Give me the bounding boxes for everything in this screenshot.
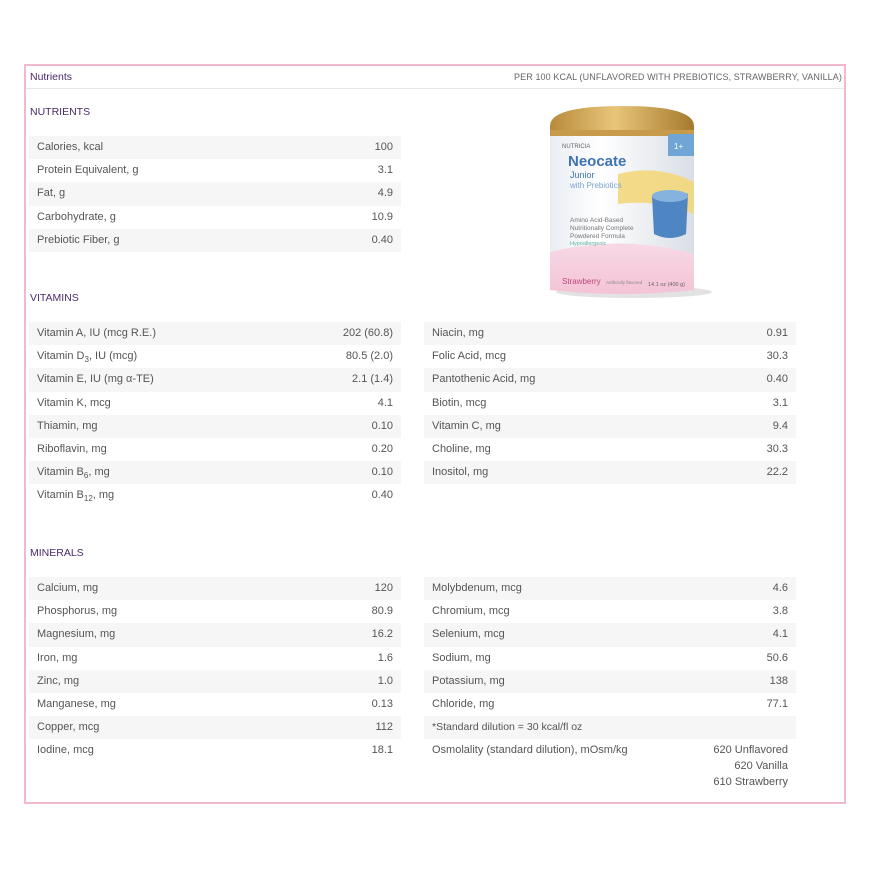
row-value: 0.40 [766,373,788,386]
table-row [29,392,401,415]
row-label: Calories, kcal [37,141,104,153]
row-label-text: , mg [88,466,110,479]
header-title: Nutrients [30,71,73,83]
row-label [37,484,114,507]
table-row [29,206,401,229]
table-row [29,670,401,693]
table-row [29,415,401,438]
table-row [29,484,401,507]
table-row [29,461,401,484]
row-value: 0.20 [371,442,393,455]
row-value: 50.6 [766,651,788,664]
can-weight: 14.1 oz (400 g) [648,282,685,288]
osmolality-value: 620 Vanilla [734,760,788,773]
table-row [29,438,401,461]
row-value: 18.1 [371,744,393,757]
row-value: 0.10 [371,419,393,432]
row-label: Thiamin, mg [37,419,98,432]
row-label-subscript: 12 [83,494,93,504]
row-label: Selenium, mcg [432,628,505,641]
table-row [29,716,401,739]
row-label: Osmolality (standard dilution), mOsm/kg [432,744,628,757]
row-label: Sodium, mg [432,651,491,664]
row-value: 10.9 [371,210,393,223]
row-value: 9.4 [772,419,788,432]
row-label: Magnesium, mg [37,628,116,641]
table-row [29,600,401,623]
row-label: Zinc, mg [37,674,80,687]
row-label-text: Vitamin B [37,466,84,479]
table-row [424,647,796,670]
row-label: Copper, mcg [37,721,100,734]
row-label: Riboflavin, mg [37,442,107,455]
row-value: 4.1 [377,396,393,409]
row-label: Phosphorus, mg [37,605,118,618]
row-value: 22.2 [766,466,788,479]
can-brand: NUTRICIA [562,144,591,150]
row-label: Vitamin C, mg [432,419,501,432]
table-row [29,182,401,205]
row-value: 1.6 [377,651,393,664]
can-age: 1+ [674,142,684,151]
row-label: Protein Equivalent, g [37,164,139,177]
table-row [424,392,796,415]
row-label: Carbohydrate, g [37,210,116,223]
row-value: 30.3 [766,350,788,363]
row-value: 4.6 [772,582,788,594]
row-label: Prebiotic Fiber, g [37,233,120,246]
can-desc-3: Powdered Formula [570,233,625,240]
row-value [713,739,788,790]
row-label: Folic Acid, mcg [432,350,506,363]
osmolality-row [424,739,796,791]
minerals-table-left [29,577,401,763]
table-row [424,438,796,461]
row-value: 4.9 [377,187,393,200]
row-value: 112 [375,721,393,734]
row-label: Manganese, mg [37,697,116,710]
row-value: 0.13 [371,697,393,710]
nutrients-table [29,136,401,252]
table-row [29,739,401,762]
row-value: 0.40 [371,489,393,502]
minerals-table-right [424,577,796,791]
dilution-note-text: *Standard dilution = 30 kcal/fl oz [432,721,583,734]
row-label: Vitamin E, IU (mg α-TE) [37,373,154,386]
table-row [424,322,796,345]
table-row [29,136,401,159]
row-label [37,345,137,368]
table-row [29,229,401,252]
section-title-nutrients: NUTRIENTS [30,106,91,118]
row-value: 0.10 [371,466,393,479]
header-basis: PER 100 KCAL (UNFLAVORED WITH PREBIOTICS, STRAWBERRY, VANILLA) [514,72,842,82]
dilution-note [424,716,796,739]
row-value: 77.1 [766,697,788,710]
can-flavor: Strawberry [562,277,601,286]
table-row [424,623,796,646]
table-row [29,345,401,368]
vitamins-table-left [29,322,401,508]
section-title-vitamins: VITAMINS [30,292,79,304]
row-value: 80.5 (2.0) [345,350,393,363]
row-label: Chromium, mcg [432,605,510,618]
row-label-subscript: 3 [84,355,89,365]
table-row [424,670,796,693]
section-title-minerals: MINERALS [30,547,84,559]
row-value: 0.91 [766,327,788,339]
table-row [29,368,401,391]
table-row [424,345,796,368]
table-row [424,461,796,484]
row-label: Pantothenic Acid, mg [432,373,536,386]
row-value: 1.0 [377,674,393,687]
row-value: 138 [769,674,788,687]
row-label [37,461,110,484]
can-product-name: Neocate [568,153,627,170]
table-row [29,159,401,182]
row-value: 4.1 [772,628,788,641]
row-value: 16.2 [371,628,393,641]
table-row [424,368,796,391]
row-value: 100 [374,141,393,153]
can-subline: with Prebiotics [570,181,622,190]
row-label-text: Vitamin D [37,350,85,363]
can-desc-1: Amino Acid-Based [570,217,624,224]
table-row [29,647,401,670]
row-value: 80.9 [371,605,393,618]
vitamins-table-right [424,322,796,484]
table-row [29,623,401,646]
row-value: 3.1 [377,164,393,177]
row-label-text: Vitamin B [37,489,84,502]
row-label: Iron, mg [37,651,78,664]
row-value: 202 (60.8) [342,327,393,339]
row-label: Biotin, mcg [432,396,487,409]
can-desc-4: Hypoallergenic [570,241,607,247]
product-can-image [548,104,718,300]
row-value: 3.1 [772,396,788,409]
table-row [29,322,401,345]
table-row [29,693,401,716]
row-label: Inositol, mg [432,466,489,479]
row-label: Iodine, mcg [37,744,94,757]
row-label-subscript: 6 [83,471,89,481]
row-label: Choline, mg [432,442,491,455]
can-desc-2: Nutritionally Complete [570,225,634,232]
can-flavor-note: Artificially flavored [606,280,643,285]
row-label: Potassium, mg [432,674,505,687]
table-row [29,577,401,600]
can-line: Junior [570,170,595,180]
table-row [424,415,796,438]
row-label: Vitamin K, mcg [37,396,111,409]
panel-header [26,66,844,89]
row-label: Chloride, mg [432,697,495,710]
row-label-text: , mg [92,489,115,502]
row-label: Molybdenum, mcg [432,582,522,594]
osmolality-value: 620 Unflavored [713,744,788,757]
row-label: Vitamin A, IU (mcg R.E.) [37,327,156,339]
row-label: Calcium, mg [37,582,99,594]
row-label: Fat, g [37,187,66,200]
row-value: 2.1 (1.4) [352,373,393,386]
table-row [424,577,796,600]
row-value: 3.8 [772,605,788,618]
table-row [424,693,796,716]
row-label: Niacin, mg [432,327,484,339]
osmolality-value: 610 Strawberry [713,776,788,789]
table-row [424,600,796,623]
row-label-text: , IU (mcg) [88,350,138,363]
row-value: 30.3 [766,442,788,455]
row-value: 120 [374,582,393,594]
row-value: 0.40 [371,233,393,246]
